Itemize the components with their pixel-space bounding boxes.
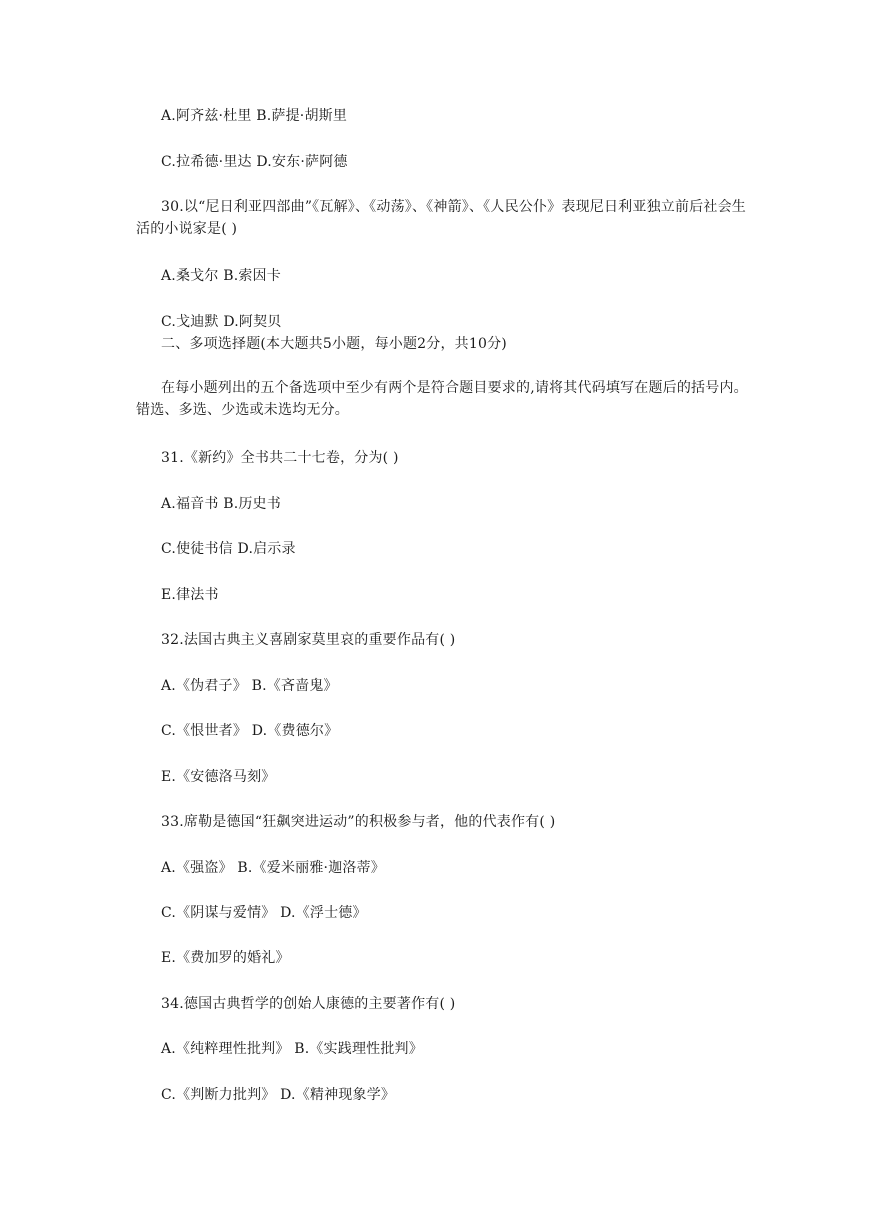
q30-stem: 30.以“尼日利亚四部曲”《瓦解》、《动荡》、《神箭》、《人民公仆》表现尼日利亚独立前后社会生活的小说家是( ): [136, 199, 746, 237]
q29-options-cd: C.拉希德·里达 D.安东·萨阿德: [161, 154, 348, 170]
q32-options-ab: A.《伪君子》 B.《吝啬鬼》: [161, 678, 338, 694]
q29-options-ab: A.阿齐兹·杜里 B.萨提·胡斯里: [161, 108, 348, 124]
q32-options-cd: C.《恨世者》 D.《费德尔》: [161, 723, 339, 739]
q33-options-ab: A.《强盗》 B.《爱米丽雅·迦洛蒂》: [161, 860, 385, 876]
q30-options-cd: C.戈迪默 D.阿契贝: [161, 314, 282, 330]
q33-options-cd: C.《阴谋与爱情》 D.《浮士德》: [161, 905, 367, 921]
section-2-heading: 二、多项选择题(本大题共5小题，每小题2分，共10分): [161, 336, 507, 352]
q32-stem: 32.法国古典主义喜剧家莫里哀的重要作品有( ): [161, 632, 456, 648]
q34-stem: 34.德国古典哲学的创始人康德的主要著作有( ): [161, 996, 456, 1012]
q33-option-e: E.《费加罗的婚礼》: [161, 950, 290, 966]
section-2-instructions: 在每小题列出的五个备选项中至少有两个是符合题目要求的,请将其代码填写在题后的括号内。错选、多选、少选或未选均无分。: [136, 380, 748, 418]
q30-options-ab: A.桑戈尔 B.索因卡: [161, 268, 281, 284]
q34-options-ab: A.《纯粹理性批判》 B.《实践理性批判》: [161, 1041, 423, 1057]
q31-option-e: E.律法书: [161, 587, 219, 603]
q34-options-cd: C.《判断力批判》 D.《精神现象学》: [161, 1087, 396, 1103]
q31-options-ab: A.福音书 B.历史书: [161, 496, 281, 512]
q32-option-e: E.《安德洛马刻》: [161, 769, 276, 785]
q31-stem: 31.《新约》全书共二十七卷，分为( ): [161, 450, 399, 466]
q33-stem: 33.席勒是德国“狂飙突进运动”的积极参与者，他的代表作有( ): [161, 814, 556, 830]
q31-options-cd: C.使徒书信 D.启示录: [161, 541, 296, 557]
